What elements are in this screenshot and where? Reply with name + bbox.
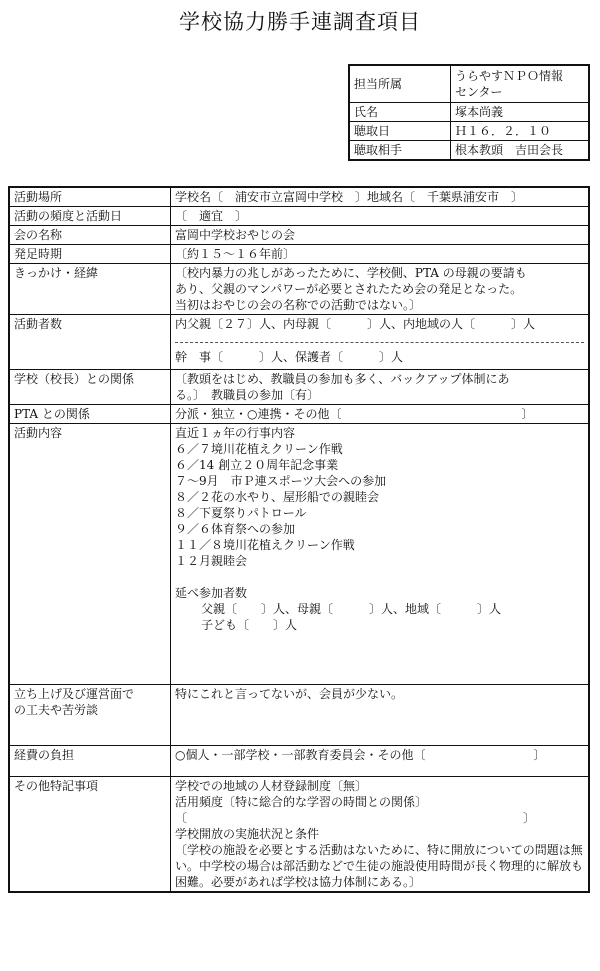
row-label: 会の名称 (9, 226, 171, 245)
row-label: PTA との関係 (9, 405, 171, 424)
participants-line: 父親〔 〕人、母親〔 〕人、地域〔 〕人 (201, 602, 502, 616)
activity-item: ６／７境川花植えクリーン作戦 (175, 442, 343, 456)
info-row-interviewee (349, 141, 589, 161)
activity-item: ８／下夏祭りパトロール (175, 506, 307, 520)
row-ingenuity (9, 685, 589, 746)
activity-item: ７～9月 市Ｐ連スポーツ大会への参加 (175, 474, 387, 488)
info-value-interviewee: 根本教頭 吉田会長 (451, 141, 590, 161)
row-value-expense: ○個人・一部学校・一部教育委員会・その他〔 〕 (171, 746, 590, 777)
row-activities (9, 424, 589, 685)
row-value-founded: 〔約１５～１６年前〕 (171, 245, 590, 264)
survey-table (8, 186, 590, 893)
row-value-activities (171, 424, 590, 685)
row-school-relation (9, 370, 589, 405)
spacer (175, 569, 584, 585)
activity-item: １１／８境川花植えクリーン作戦 (175, 538, 355, 552)
row-value-ingenuity: 特にこれと言ってないが、会員が少ない。 (171, 685, 590, 746)
row-expense (9, 746, 589, 777)
row-label: きっかけ・経緯 (9, 264, 171, 315)
activity-item: 直近１ヵ年の行事内容 (175, 426, 296, 440)
info-label: 聴取日 (349, 122, 451, 141)
row-value-frequency: 〔 適宜 〕 (171, 207, 590, 226)
interview-info-table (348, 64, 590, 161)
row-label: 活動内容 (9, 424, 171, 685)
row-name (9, 226, 589, 245)
info-row-name (349, 103, 589, 122)
row-value-pta-relation: 分派・独立・○連携・その他〔 〕 (171, 405, 590, 424)
row-value-school-relation: 〔教頭をはじめ、教職員の参加も多く、バックアップ体制にあ る。〕 教職員の参加〔有〕 (171, 370, 590, 405)
info-row-date (349, 122, 589, 141)
row-label: 活動者数 (9, 315, 171, 370)
row-value-trigger: 〔校内暴力の兆しがあったために、学校側、PTA の母親の要請も あり、父親のマンパワーが必要とされたため会の発足となった。 当初はおやじの会の名称での活動ではない。〕 (171, 264, 590, 315)
row-founded (9, 245, 589, 264)
row-label: 立ち上げ及び運営面で の工夫や苦労談 (9, 685, 171, 746)
activity-item: １２月親睦会 (175, 554, 248, 568)
row-members (9, 315, 589, 370)
row-label: 経費の負担 (9, 746, 171, 777)
info-row-department (349, 65, 589, 103)
document-title: 学校協力勝手連調査項目 (179, 10, 421, 34)
row-frequency (9, 207, 589, 226)
info-value-date: Ｈ１６．２．１０ (451, 122, 590, 141)
activity-item: ６／14 創立２０周年記念事業 (175, 458, 339, 472)
info-label: 聴取相手 (349, 141, 451, 161)
info-label: 担当所属 (349, 65, 451, 103)
info-value-name: 塚本尚義 (451, 103, 590, 122)
row-value-other: 学校での地域の人材登録制度〔無〕 活用頻度〔特に総合的な学習の時間との関係〕 〔 〕 学校開放の実施状況と条件 〔学校の施設を必要とする活動はないために、特に開放についての問題は無い。中学校の場合は部活動などで生徒の施設使用時間が長く物理的に解放も困難。必要があれば学校は協力体制にある。〕 (171, 777, 590, 893)
row-label: 学校（校長）との関係 (9, 370, 171, 405)
info-label: 氏名 (349, 103, 451, 122)
activity-item: ９／６体育祭への参加 (175, 522, 296, 536)
row-location (9, 187, 589, 207)
info-value-department: うらやすＮＰＯ情報 センター (451, 65, 590, 103)
participants-line: 子ども〔 〕人 (201, 618, 298, 632)
row-pta-relation (9, 405, 589, 424)
activity-item: ８／２花の水やり、屋形船での親睦会 (175, 490, 380, 504)
row-label: その他特記事項 (9, 777, 171, 893)
row-other (9, 777, 589, 893)
row-label: 活動の頻度と活動日 (9, 207, 171, 226)
participants-title: 延べ参加者数 (175, 586, 248, 600)
row-value-name: 富岡中学校おやじの会 (171, 226, 590, 245)
row-label: 発足時期 (9, 245, 171, 264)
row-value-members: 内父親〔２７〕人、内母親〔 〕人、内地域の人〔 〕人 幹 事〔 〕人、保護者〔 〕人 (171, 315, 590, 370)
row-value-location: 学校名〔 浦安市立富岡中学校 〕地域名〔 千葉県浦安市 〕 (171, 187, 590, 207)
row-label: 活動場所 (9, 187, 171, 207)
row-trigger (9, 264, 589, 315)
